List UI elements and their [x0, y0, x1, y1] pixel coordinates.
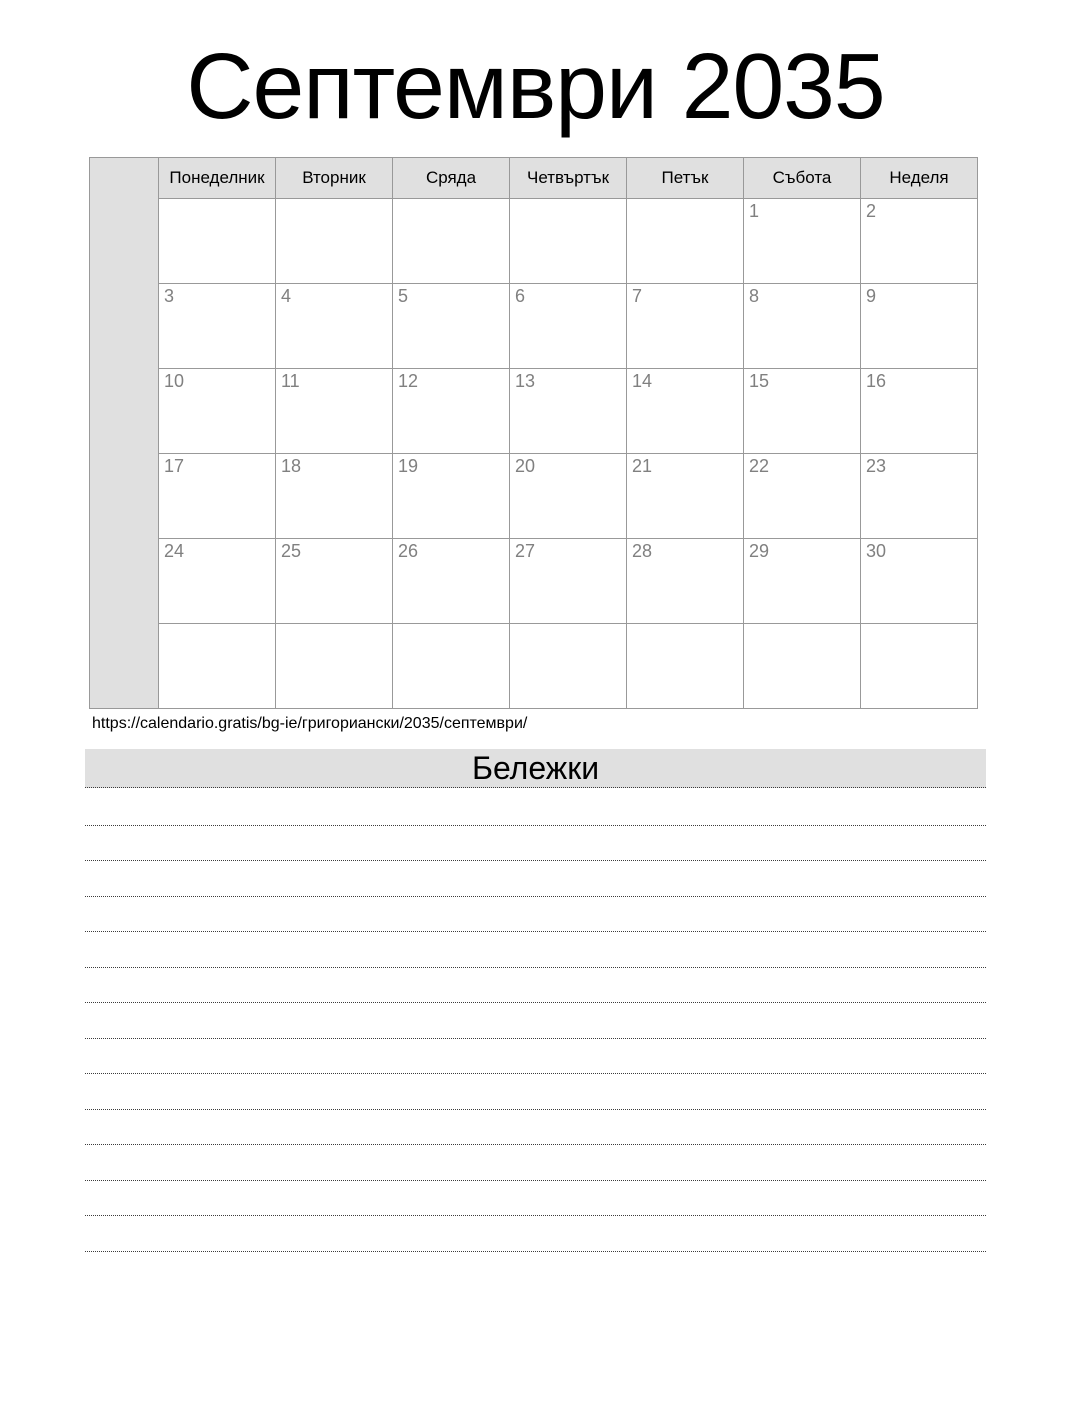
- day-cell-11: 11: [276, 369, 393, 454]
- day-cell-10: 10: [159, 369, 276, 454]
- week-row-2: [90, 284, 978, 369]
- notes-line: [85, 1039, 986, 1075]
- day-cell-3: 3: [159, 284, 276, 369]
- week-row-5: [90, 539, 978, 624]
- day-cell: [861, 624, 978, 709]
- day-cell-29: 29: [744, 539, 861, 624]
- source-url-text: https://calendario.gratis/bg-ie/григориански/2035/септември/: [92, 715, 528, 732]
- day-cell-14: 14: [627, 369, 744, 454]
- notes-line: [85, 897, 986, 933]
- weekday-header-monday: Понеделник: [159, 158, 276, 199]
- day-cell-25: 25: [276, 539, 393, 624]
- weekday-header-thursday: Четвъртък: [510, 158, 627, 199]
- day-cell-13: 13: [510, 369, 627, 454]
- week-row-1: [90, 199, 978, 284]
- notes-line: [85, 1003, 986, 1039]
- notes-line: [85, 861, 986, 897]
- day-cell-18: 18: [276, 454, 393, 539]
- day-cell: [627, 624, 744, 709]
- day-cell-28: 28: [627, 539, 744, 624]
- notes-title: Бележки: [85, 749, 986, 788]
- day-cell: [510, 624, 627, 709]
- weekday-header-tuesday: Вторник: [276, 158, 393, 199]
- day-cell: [393, 624, 510, 709]
- notes-line: [85, 1110, 986, 1146]
- day-cell-9: 9: [861, 284, 978, 369]
- week-row-4: [90, 454, 978, 539]
- weekday-header-wednesday: Сряда: [393, 158, 510, 199]
- side-strip-column: [90, 158, 159, 709]
- day-cell: [276, 624, 393, 709]
- day-cell-5: 5: [393, 284, 510, 369]
- calendar-table: [89, 157, 978, 709]
- day-cell-30: 30: [861, 539, 978, 624]
- day-cell-7: 7: [627, 284, 744, 369]
- week-row-3: [90, 369, 978, 454]
- day-cell-22: 22: [744, 454, 861, 539]
- weekday-header-saturday: Събота: [744, 158, 861, 199]
- weekday-header-row: [90, 158, 978, 199]
- notes-section: [85, 749, 986, 1252]
- notes-line: [85, 1181, 986, 1217]
- day-cell-27: 27: [510, 539, 627, 624]
- day-cell-1: 1: [744, 199, 861, 284]
- day-cell: [393, 199, 510, 284]
- day-cell-17: 17: [159, 454, 276, 539]
- day-cell: [744, 624, 861, 709]
- day-cell-21: 21: [627, 454, 744, 539]
- day-cell-8: 8: [744, 284, 861, 369]
- day-cell: [627, 199, 744, 284]
- day-cell-12: 12: [393, 369, 510, 454]
- day-cell-24: 24: [159, 539, 276, 624]
- notes-lines: [85, 788, 986, 1252]
- notes-line: [85, 1074, 986, 1110]
- day-cell: [159, 199, 276, 284]
- weekday-header-friday: Петък: [627, 158, 744, 199]
- week-row-6: [90, 624, 978, 709]
- day-cell-20: 20: [510, 454, 627, 539]
- day-cell-23: 23: [861, 454, 978, 539]
- day-cell-26: 26: [393, 539, 510, 624]
- day-cell-15: 15: [744, 369, 861, 454]
- notes-line: [85, 932, 986, 968]
- notes-line: [85, 788, 986, 826]
- day-cell-6: 6: [510, 284, 627, 369]
- day-cell-4: 4: [276, 284, 393, 369]
- day-cell: [159, 624, 276, 709]
- notes-line: [85, 1145, 986, 1181]
- day-cell: [276, 199, 393, 284]
- notes-line: [85, 826, 986, 862]
- day-cell-2: 2: [861, 199, 978, 284]
- notes-line: [85, 968, 986, 1004]
- day-cell: [510, 199, 627, 284]
- weekday-header-sunday: Неделя: [861, 158, 978, 199]
- day-cell-19: 19: [393, 454, 510, 539]
- page-title: Септември 2035: [186, 34, 885, 138]
- day-cell-16: 16: [861, 369, 978, 454]
- notes-line: [85, 1216, 986, 1252]
